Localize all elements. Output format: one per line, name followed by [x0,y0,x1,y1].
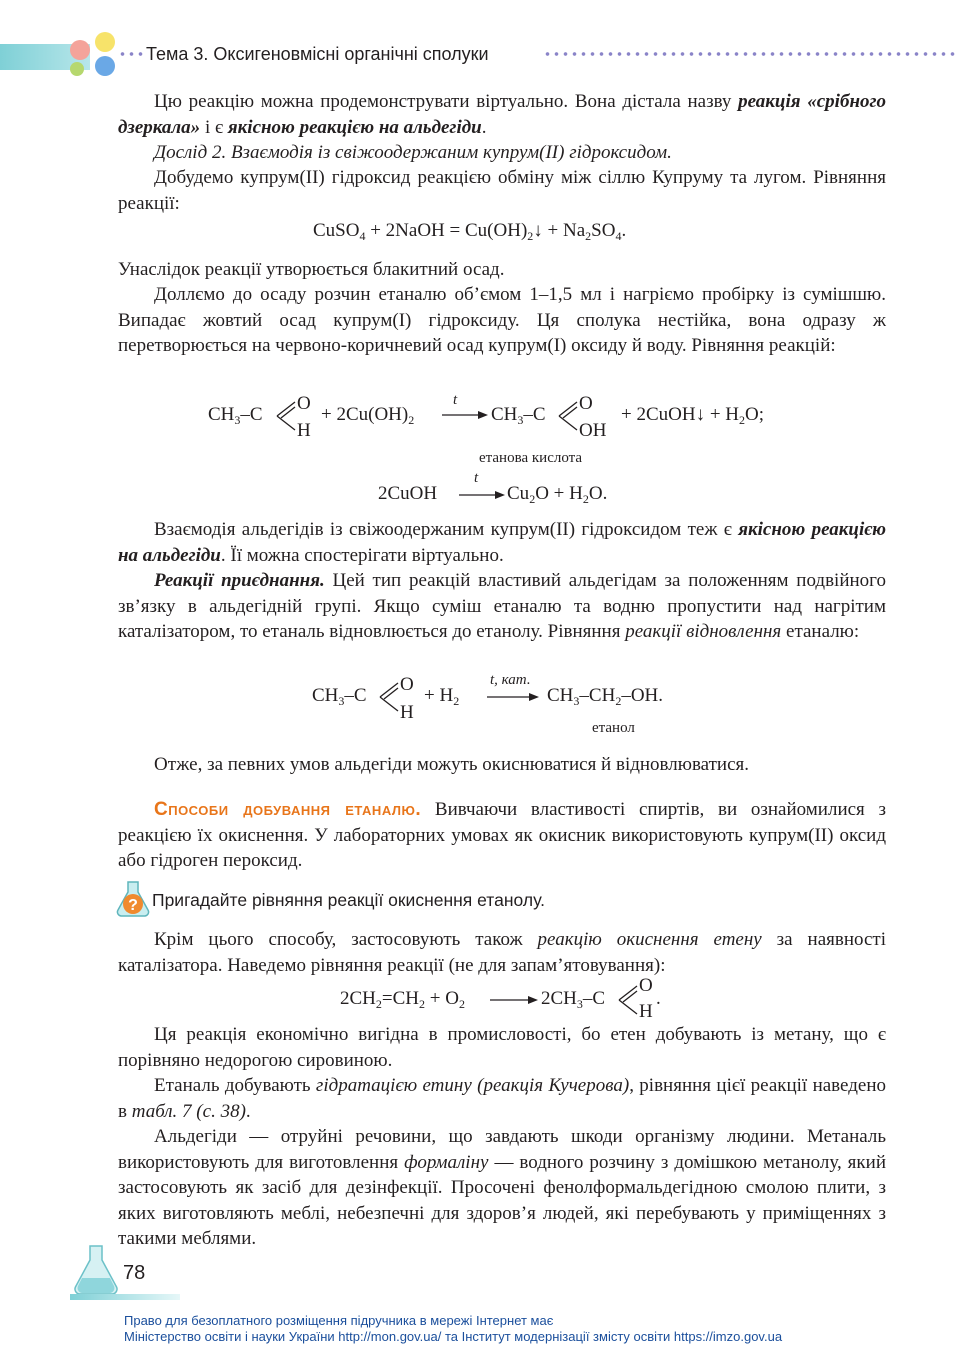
double-bond-icon [275,396,297,436]
reaction-arrow-icon [490,995,538,1005]
reaction-arrow-icon [459,490,505,500]
paragraph-addition-reactions: Реакції приєднання. Цей тип реакцій властивий альдегідам за положенням подвійного зв’язку в альдегідній групі. Якщо суміш етаналю та водню пропустити над нагрітим каталізатором, то етаналь відновлюється до етанолу. Рівняння реакції відновлення етаналю: [118,570,886,642]
paragraph-copper-hydroxide: Добудемо купрум(ІІ) гідроксид реакцією обміну між сіллю Купруму та лугом. Рівняння реакції: [118,167,886,214]
paragraph-blue-precipitate: Унаслідок реакції утворюється блакитний осад. [118,259,505,280]
paragraph-silver-mirror: Цю реакцію можна продемонструвати віртуально. Вона дістала назву реакція «срібного дзеркала» і є якісною реакцією на альдегіди. [118,91,887,138]
condition-t: t [453,392,458,408]
section-heading: Способи добування етаналю. [154,799,422,820]
paragraph-kucherov: Етаналь добувають гідратацією етину (реакція Кучерова), рівняння цієї реакції наведено в табл. 7 (с. 38). [118,1075,886,1122]
footer-license-line2: Міністерство освіти і науки України http://mon.gov.ua/ та Інститут модернізації змісту освіти https://imzo.gov.ua [124,1329,783,1344]
paragraph-ethanal-production: Способи добування етаналю. Вивчаючи властивості спиртів, ви ознайомилися з реакцією їх окиснення. У лабораторних умовах як окисник використовують купрум(ІІ) оксид або гідроген пероксид. [118,799,886,871]
reagent-cu-oh: + $2Cu(OH)_2$ [321,404,415,427]
paragraph-toxicity: Альдегіди — отруйні речовини, що завдають шкоди організму людини. Метаналь використовують для виготовлення формаліну — водного розчину з домішкою метанолу, який застосовують як засіб для дезінфекції. Просочені фенолформальдегідною смолою плити, з яких виготовляють меблі, небезпечні для здоров’я людей, які перебувають у приміщеннях з такими меблями. [118,1126,886,1249]
group-oh: OH [579,420,607,441]
condition-t-cat: t, кат. [490,672,531,688]
atom-h: H [400,702,414,723]
reaction-arrow-icon [442,410,488,420]
double-bond-icon [557,396,579,436]
equation-ethene-right: $2CH_3-C$ [541,988,606,1011]
atom-o: O [297,393,311,414]
caption-ethanol: етанол [592,720,635,736]
reaction-arrow-icon [487,692,539,702]
atom-o: O [400,674,414,695]
footer-license-line1: Право для безоплатного розміщення підручника в мережі Інтернет має [124,1313,554,1328]
atom-h: H [639,1001,653,1022]
atom-h: H [297,420,311,441]
task-prompt: Пригадайте рівняння реакції окиснення етанолу. [152,890,545,910]
footer-band [70,1294,180,1300]
equation-cuoh-right: $Cu_2O + H_2O$. [507,483,608,506]
experiment-2-title: Дослід 2. Взаємодія із свіжоодержаним купрум(ІІ) гідроксидом. [154,142,672,163]
equation-ethanal-oxidation-left: $CH_3-C$ [208,404,263,427]
condition-t: t [474,470,479,486]
product-ethanol: $CH_3-CH_2-OH$. [547,685,664,708]
products-cuoh-water: + 2CuOH↓ + $H_2O$; [621,404,765,427]
page-header-title: Тема 3. Оксигеновмісні органічні сполуки [146,44,489,64]
header-dots-left [118,51,146,57]
equation-ethene-left: $2CH_2=CH_2 + O_2$ [340,988,465,1011]
paragraph-economic: Ця реакція економічно вигідна в промисловості, бо етен добувають із метану, що є порівняно недорогою сировиною. [118,1024,886,1071]
paragraph-ethene-oxidation: Крім цього способу, застосовують також реакцію окиснення етену за наявності каталізатора. Наведемо рівняння реакції (не для запам’ятовування): [118,929,886,976]
equation-cuoh-left: 2CuOH [378,483,438,504]
paragraph-ethanal-addition: Доллємо до осаду розчин етаналю об’ємом 1–1,5 мл і нагріємо пробірку із сумішшю. Випадає жовтий осад купрум(І) гідроксиду. Ця сполука нестійка, вона одразу ж перетворюється на червоно-коричневий осад купрум(І) оксиду й воду. Рівняння реакцій: [118,284,886,356]
caption-ethanoic-acid: етанова кислота [479,450,583,466]
atom-o: O [579,393,593,414]
page-number: 78 [123,1262,146,1284]
product-acetic-left: $CH_3-C$ [491,404,546,427]
flask-question-icon [115,880,151,920]
paragraph-conclusion: Отже, за певних умов альдегіди можуть окиснюватися й відновлюватися. [154,754,750,775]
equation-cuso4: CuSO$_4$ + 2NaOH = $Cu(OH)_2↓ + Na_2SO_4$. [313,220,627,243]
equation-reduction-left: $CH_3-C$ [312,685,367,708]
paragraph-qualitative-reaction: Взаємодія альдегідів із свіжоодержаним купрум(ІІ) гідроксидом теж є якісною реакцією на альдегіди. Її можна спостерігати віртуально. [118,519,887,566]
svg-text:?: ? [128,897,138,914]
flask-icon [72,1244,120,1296]
header-dots [543,51,958,57]
double-bond-icon [378,677,400,717]
reagent-hydrogen: + $H_2$ [424,685,460,708]
atom-o: O [639,975,653,996]
double-bond-icon [617,980,639,1020]
equation-end: . [656,988,661,1009]
